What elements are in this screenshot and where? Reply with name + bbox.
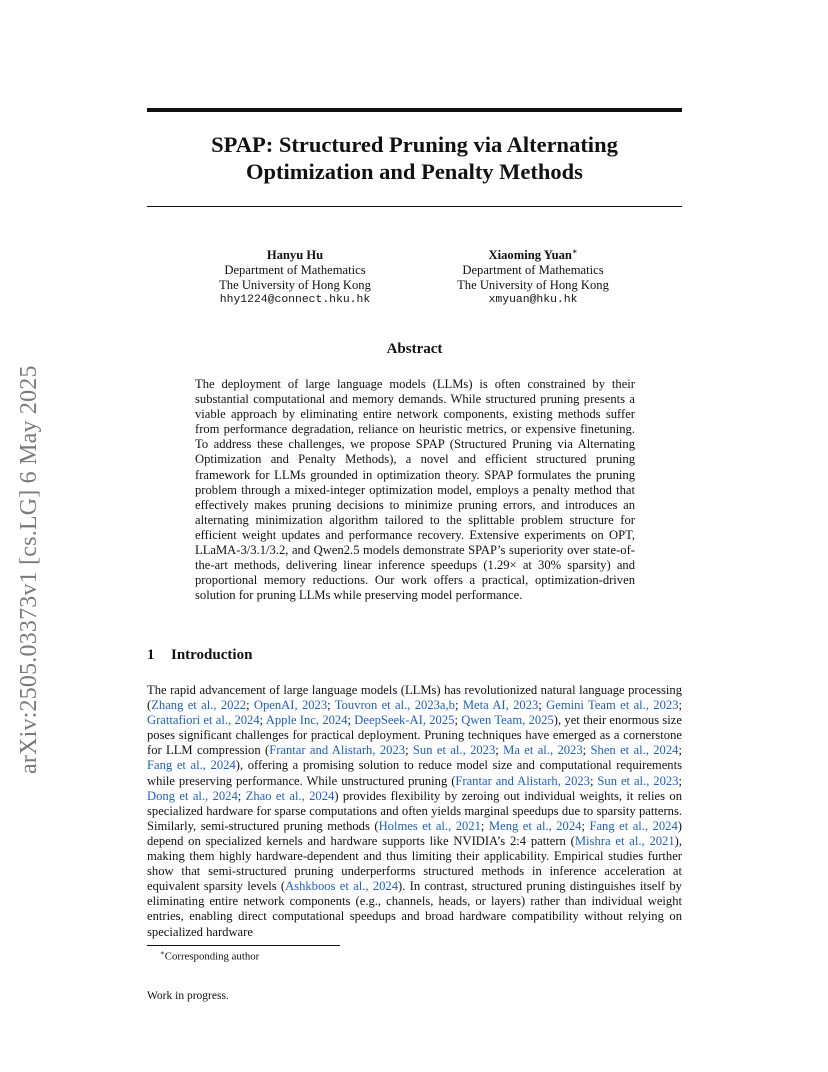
intro-text: ;: [678, 698, 682, 713]
intro-text: ;: [405, 743, 413, 758]
citation-link[interactable]: Mishra et al., 2021: [574, 833, 675, 848]
footnote: ∗Corresponding author: [160, 949, 260, 963]
abstract-text: The deployment of large language models (LLMs) is often constrained by their substantial computational and memory demands. While structured pruning presents a viable approach by eliminating entire network components, existing methods suffer from performance degradation, reliance on heuristic metrics, or expensive finetuning. To address these challenges, we propose SPAP (Structured Pruning via Alternating Optimization and Penalty Methods), a novel and efficient structured pruning framework for LLMs grounded in optimization theory. SPAP formulates the pruning problem through a mixed-integer optimization model, employs a penalty method that effectively makes pruning decisions to minimize pruning errors, and introduces an alternating minimization algorithm tailored to the splittable problem structure for efficient weight updates and performance recovery. Extensive experiments on OPT, LLaMA-3/3.1/3.2, and Qwen2.5 models demonstrate SPAP’s superiority over state-of-the-art methods, delivering linear inference speedups (1.29× at 30% sparsity) and proportional memory reductions. Our work offers a practical, optimization-driven solution for pruning LLMs while preserving model performance.: [195, 377, 635, 603]
section-heading: [147, 647, 252, 664]
citation-link[interactable]: Ma et al., 2023: [503, 743, 583, 758]
footnote-rule: [147, 945, 340, 946]
work-in-progress-note: Work in progress.: [147, 990, 229, 1002]
intro-text: ), offering a promising solution to reduce model size and computational requirements while preserving performance. While unstructured pruning (: [147, 758, 682, 788]
citation-link[interactable]: Meta AI, 2023: [462, 698, 539, 713]
intro-text: ) depend on specialized kernels and hardware supports like NVIDIA’s 2:4 pattern (: [147, 818, 682, 848]
citation-link[interactable]: Qwen Team, 2025: [461, 713, 554, 728]
title-bottom-rule: [147, 206, 682, 207]
citation-link[interactable]: Dong et al., 2024: [147, 788, 238, 803]
arxiv-identifier: arXiv:2505.03373v1 [cs.LG] 6 May 2025: [16, 365, 42, 774]
citation-link[interactable]: Fang et al., 2024: [147, 758, 236, 773]
intro-text: ), making them highly hardware-dependent and thus limiting their applicability. Empirical studies further show that semi-structured pruning underperforms structured methods in inference acceleration at equivalent sparsity levels (: [147, 833, 682, 894]
citation-link[interactable]: Gemini Team et al., 2023: [546, 698, 679, 713]
intro-text: ;: [454, 698, 463, 713]
introduction-paragraph: [147, 683, 682, 940]
citation-link[interactable]: Frantar and Alistarh, 2023: [455, 773, 590, 788]
author-block-2: [413, 244, 653, 308]
author-department: Department of Mathematics: [224, 263, 366, 278]
citation-link[interactable]: Grattafiori et al., 2024: [147, 713, 260, 728]
author-email: hhy1224@connect.hku.hk: [219, 294, 371, 307]
intro-text: ;: [582, 743, 591, 758]
author-block-1: [175, 244, 415, 308]
author-email: xmyuan@hku.hk: [488, 294, 578, 307]
citation-link[interactable]: Fang et al., 2024: [589, 818, 678, 833]
citation-link[interactable]: Shen et al., 2024: [590, 743, 679, 758]
intro-text: ;: [538, 698, 547, 713]
author-department: Department of Mathematics: [462, 263, 604, 278]
citation-link[interactable]: Frantar and Alistarh, 2023: [269, 743, 406, 758]
author-name: Hanyu Hu: [266, 248, 324, 263]
intro-text: ;: [327, 698, 335, 713]
intro-text: The rapid advancement of large language models (LLMs) has revolutionized natural language processing (: [147, 683, 682, 713]
intro-text: ;: [347, 713, 355, 728]
intro-text: ). In contrast, structured pruning distinguishes itself by eliminating entire network components (e.g., channels, heads, or layers) rather than individual weight entries, enabling direct computational speedups and broad hardware compatibility without relying on specialized hardware: [147, 879, 682, 939]
abstract-heading: Abstract: [386, 341, 443, 357]
intro-text: ;: [246, 698, 254, 713]
citation-link[interactable]: Zhao et al., 2024: [245, 788, 335, 803]
intro-text: ;: [589, 773, 598, 788]
author-university: The University of Hong Kong: [457, 278, 609, 293]
section-title: Introduction: [171, 647, 253, 663]
intro-text: ;: [259, 713, 266, 728]
section-number: 1: [147, 647, 155, 663]
author-university: The University of Hong Kong: [219, 278, 371, 293]
citation-link[interactable]: Sun et al., 2023: [597, 773, 679, 788]
intro-text: ;: [678, 743, 682, 758]
citation-link[interactable]: DeepSeek-AI, 2025: [354, 713, 455, 728]
citation-link[interactable]: Meng et al., 2024: [488, 818, 582, 833]
intro-text: ;: [495, 743, 504, 758]
citation-link[interactable]: Apple Inc, 2024: [265, 713, 348, 728]
citation-link[interactable]: Holmes et al., 2021: [378, 818, 481, 833]
intro-text: ;: [480, 818, 489, 833]
intro-text: ) provides flexibility by zeroing out individual weights, it relies on specialized hardware for sparse computations and often yields marginal speedups due to sparsity patterns. Similarly, semi-structured pruning methods (: [147, 788, 683, 833]
intro-text: ;: [581, 818, 590, 833]
intro-text: ;: [454, 713, 462, 728]
citation-link[interactable]: Zhang et al., 2022: [151, 698, 247, 713]
citation-link[interactable]: Ashkboos et al., 2024: [285, 879, 398, 894]
citation-link[interactable]: Sun et al., 2023: [412, 743, 496, 758]
title-top-rule: [147, 108, 682, 112]
intro-text: ;: [237, 788, 246, 803]
citation-link[interactable]: OpenAI, 2023: [253, 698, 328, 713]
paper-title: SPAP: Structured Pruning via Alternating Optimization and Penalty Methods: [211, 132, 618, 184]
intro-text: ;: [678, 773, 682, 788]
intro-text: ), yet their enormous size poses significant challenges for practical deployment. Pruning techniques have emerged as a cornerstone for LLM compression (: [147, 713, 682, 758]
citation-link[interactable]: Touvron et al., 2023a,b: [334, 698, 455, 713]
author-name: Xiaoming Yuan∗: [488, 247, 578, 263]
